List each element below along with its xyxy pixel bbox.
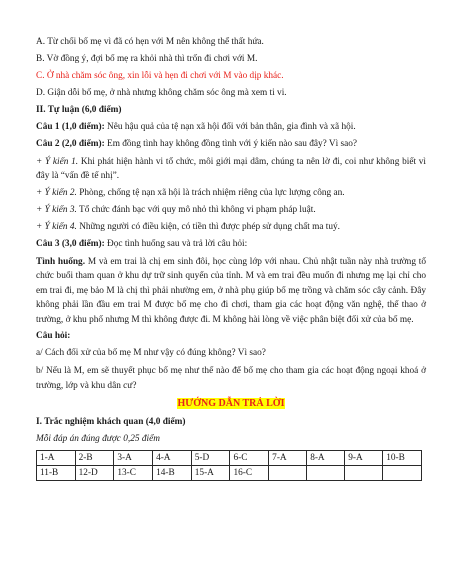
situation: [36, 255, 426, 327]
opinion-2-text: Phòng, chống tệ nạn xã hội là trách nhiệm riêng của lực lượng công an.: [76, 188, 345, 199]
answer-cell: 2-B: [75, 451, 114, 466]
question-1-label: Câu 1 (1,0 điểm):: [36, 121, 105, 132]
answer-cell: 10-B: [383, 451, 422, 466]
question-2: [36, 138, 426, 151]
table-row: [37, 451, 422, 466]
question-3b: b/ Nếu là M, em sẽ thuyết phục bố mẹ như thế nào để bố mẹ cho tham gia các hoạt động ngoại khoá ở trường, lớp và khu dân cư?: [36, 366, 426, 391]
section-2-title: II. Tự luận (6,0 điểm): [36, 104, 122, 115]
answer-cell: 6-C: [230, 451, 269, 466]
answer-cell: 11-B: [37, 466, 76, 481]
answer-cell: 12-D: [75, 466, 114, 481]
answer-cell: [383, 466, 422, 481]
question-3a: a/ Cách đối xử của bố mẹ M như vậy có đúng không? Vì sao?: [36, 348, 266, 359]
answer-cell: 5-D: [191, 451, 230, 466]
question-3: [36, 238, 426, 251]
opinion-3-text: Tổ chức đánh bạc với quy mô nhỏ thì không vi phạm pháp luật.: [76, 205, 316, 216]
answer-cell: [307, 466, 345, 481]
question-2-text: Em đồng tình hay không đồng tình với ý kiến nào sau đây? Vì sao?: [104, 138, 358, 149]
situation-label: Tình huống.: [36, 257, 86, 268]
answer-cell: 14-B: [153, 466, 192, 481]
answer-guide-title-wrap: [36, 397, 426, 410]
answer-cell: [269, 466, 307, 481]
opinion-3-label: + Ý kiến 3.: [36, 205, 77, 216]
question-3-text: Đọc tình huống sau và trả lời câu hỏi:: [104, 239, 248, 250]
option-c-correct: C. Ở nhà chăm sóc ông, xin lỗi và hẹn đi chơi với M vào dịp khác.: [36, 70, 284, 81]
answer-cell: 16-C: [230, 466, 269, 481]
opinion-4-label: + Ý kiến 4.: [36, 222, 77, 233]
answer-guide-title: HƯỚNG DẪN TRẢ LỜI: [177, 397, 285, 409]
question-1-text: Nêu hậu quả của tệ nạn xã hội đối với bản thân, gia đình và xã hội.: [104, 121, 356, 132]
document-page: [36, 36, 426, 481]
opinion-3: [36, 204, 426, 217]
opinion-4: [36, 221, 426, 234]
answer-cell: 7-A: [269, 451, 307, 466]
opinion-1-text: Khi phát hiện hành vi tổ chức, môi giới mại dâm, chúng ta nên lờ đi, coi như không biết vì đây là “vấn đề tế nhị”.: [36, 156, 427, 182]
opinion-2-label: + Ý kiến 2.: [36, 188, 77, 199]
answer-key-table: [36, 450, 422, 481]
opinion-2: [36, 187, 426, 200]
option-a: A. Từ chối bố mẹ vì đã có hẹn với M nên không thể thất hứa.: [36, 37, 264, 47]
question-1: [36, 121, 426, 134]
answer-part-1-title: I. Trắc nghiệm khách quan (4,0 điểm): [36, 416, 186, 427]
opinion-1-label: + Ý kiến 1.: [36, 156, 79, 167]
answer-cell: 1-A: [37, 451, 76, 466]
opinion-4-text: Những người có điều kiện, có tiền thì được phép sử dụng chất ma tuý.: [76, 222, 341, 233]
question-3-label: Câu 3 (3,0 điểm):: [36, 239, 105, 250]
answer-cell: 15-A: [191, 466, 230, 481]
answer-cell: 9-A: [345, 451, 383, 466]
option-d: D. Giận dỗi bố mẹ, ở nhà nhưng không chăm sóc ông mà xem ti vi.: [36, 87, 287, 98]
answer-cell: 4-A: [153, 451, 192, 466]
opinion-1: [36, 155, 426, 184]
answer-cell: 13-C: [114, 466, 153, 481]
option-b: B. Vờ đồng ý, đợi bố mẹ ra khỏi nhà thì trốn đi chơi với M.: [36, 53, 258, 64]
answer-cell: [345, 466, 383, 481]
scoring-note: Mỗi đáp án đúng được 0,25 điểm: [36, 433, 160, 444]
questions-label: Câu hỏi:: [36, 331, 71, 342]
answer-cell: 8-A: [307, 451, 345, 466]
situation-text: M và em trai là chị em sinh đôi, học cùng lớp với nhau. Chủ nhật tuần này nhà trường tổ chức buổi tham quan ở khu dự trữ sinh quyển của tỉnh. M và em trai đều muốn đi nhưng mẹ lại chỉ cho em trai đi, mẹ bảo M là chị thì phải nhường em, ở nhà phụ giúp bố mẹ trồng và chăm sóc cây cảnh. Đây không phải lần đầu em trai M được bố mẹ cho đi chơi, tham gia các hoạt động văn nghệ, thể thao ở trường, ở khu phố nhưng M thì không được đi. M không hài lòng về việc phân biệt đối xử của bố mẹ.: [36, 257, 426, 325]
table-row: [37, 466, 422, 481]
question-2-label: Câu 2 (2,0 điểm):: [36, 138, 105, 149]
answer-cell: 3-A: [114, 451, 153, 466]
